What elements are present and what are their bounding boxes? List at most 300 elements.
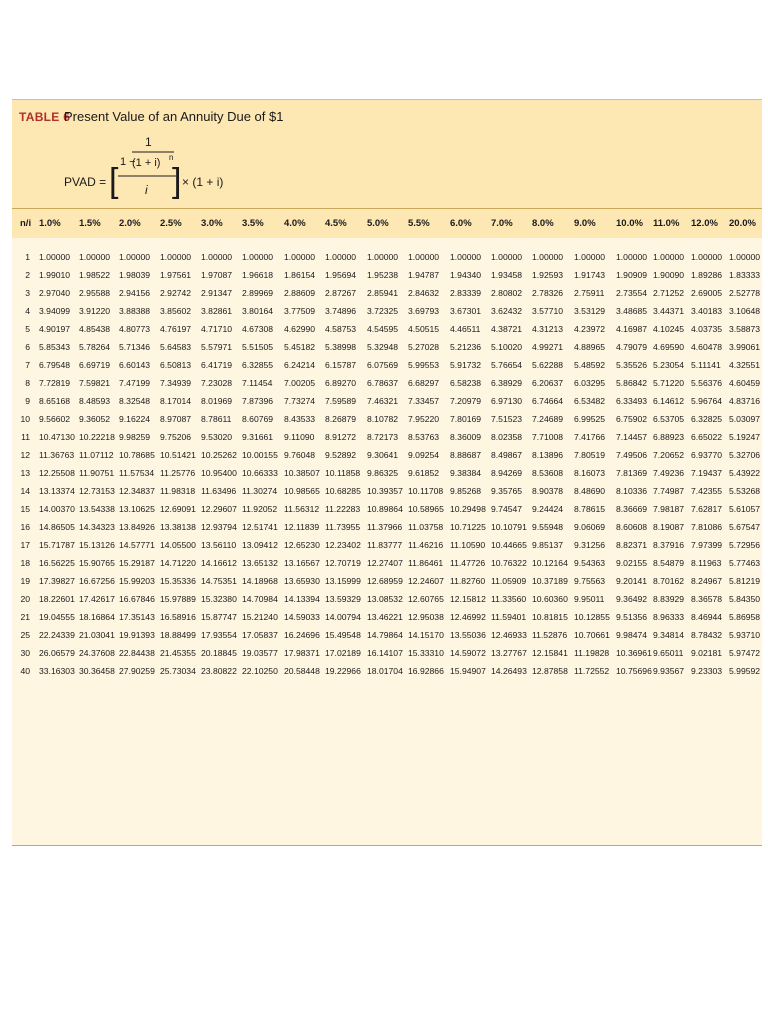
- value-cell: 7.72819: [39, 378, 71, 388]
- value-cell: 23.80822: [201, 666, 237, 676]
- value-cell: 11.37966: [367, 522, 403, 532]
- value-cell: 8.60769: [242, 414, 274, 424]
- value-cell: 9.06069: [574, 522, 606, 532]
- value-cell: 7.20652: [653, 450, 685, 460]
- value-cell: 5.78264: [79, 342, 111, 352]
- value-cell: 1.92593: [532, 270, 564, 280]
- value-cell: 9.93567: [653, 666, 685, 676]
- value-cell: 1.00000: [79, 252, 111, 262]
- value-cell: 5.23054: [653, 360, 685, 370]
- value-cell: 7.19437: [691, 468, 723, 478]
- table-row: [12, 574, 762, 592]
- value-cell: 6.93770: [691, 450, 723, 460]
- value-cell: 1.00000: [39, 252, 71, 262]
- value-cell: 9.16224: [119, 414, 151, 424]
- value-cell: 4.03735: [691, 324, 723, 334]
- value-cell: 9.74547: [491, 504, 523, 514]
- value-cell: 1.89286: [691, 270, 723, 280]
- period-cell: 17: [20, 540, 30, 550]
- value-cell: 3.72325: [367, 306, 399, 316]
- value-cell: 1.00000: [691, 252, 723, 262]
- value-cell: 3.99061: [729, 342, 761, 352]
- value-cell: 7.98187: [653, 504, 685, 514]
- value-cell: 15.99203: [119, 576, 155, 586]
- value-cell: 8.02358: [491, 432, 523, 442]
- value-cell: 5.85343: [39, 342, 71, 352]
- value-cell: 10.11858: [325, 468, 361, 478]
- value-cell: 11.52876: [532, 630, 568, 640]
- value-cell: 3.80164: [242, 306, 274, 316]
- value-cell: 2.85941: [367, 288, 399, 298]
- table-row: [12, 556, 762, 574]
- value-cell: 18.22601: [39, 594, 75, 604]
- value-cell: 9.98474: [616, 630, 648, 640]
- formula-bracket-left: [: [109, 162, 119, 200]
- value-cell: 2.87267: [325, 288, 357, 298]
- formula-numerator-one: 1: [145, 135, 152, 149]
- value-cell: 1.00000: [729, 252, 761, 262]
- value-cell: 4.67308: [242, 324, 274, 334]
- value-cell: 10.89864: [367, 504, 403, 514]
- rate-header: 5.5%: [408, 218, 430, 229]
- value-cell: 19.91393: [119, 630, 155, 640]
- value-cell: 6.14612: [653, 396, 685, 406]
- rate-header: 1.5%: [79, 218, 101, 229]
- value-cell: 19.03577: [242, 648, 278, 658]
- value-cell: 13.56110: [201, 540, 237, 550]
- value-cell: 6.58238: [450, 378, 482, 388]
- value-cell: 12.24607: [408, 576, 444, 586]
- value-cell: 3.58873: [729, 324, 761, 334]
- value-cell: 4.71710: [201, 324, 233, 334]
- period-cell: 13: [20, 468, 30, 478]
- value-cell: 5.96764: [691, 396, 723, 406]
- value-cell: 17.93554: [201, 630, 237, 640]
- value-cell: 12.46933: [491, 630, 527, 640]
- value-cell: 5.72956: [729, 540, 761, 550]
- value-cell: 17.39827: [39, 576, 75, 586]
- value-cell: 1.93458: [491, 270, 523, 280]
- period-cell: 7: [25, 360, 30, 370]
- value-cell: 17.98371: [284, 648, 320, 658]
- value-cell: 9.02181: [691, 648, 723, 658]
- value-cell: 10.68285: [325, 486, 361, 496]
- value-cell: 7.11454: [242, 378, 273, 388]
- value-cell: 7.14457: [616, 432, 648, 442]
- value-cell: 10.36961: [616, 648, 652, 658]
- value-cell: 9.09254: [408, 450, 440, 460]
- value-cell: 7.51523: [491, 414, 523, 424]
- value-cell: 12.23402: [325, 540, 361, 550]
- period-cell: 5: [25, 324, 30, 334]
- value-cell: 1.00000: [491, 252, 523, 262]
- value-cell: 14.71220: [160, 558, 196, 568]
- period-cell: 25: [20, 630, 30, 640]
- value-cell: 20.18845: [201, 648, 237, 658]
- value-cell: 5.67547: [729, 522, 761, 532]
- value-cell: 16.67256: [79, 576, 115, 586]
- value-cell: 5.86842: [616, 378, 648, 388]
- value-cell: 14.26493: [491, 666, 527, 676]
- value-cell: 1.00000: [532, 252, 564, 262]
- value-cell: 8.97087: [160, 414, 192, 424]
- table-title: Present Value of an Annuity Due of $1: [64, 109, 284, 124]
- value-cell: 9.23303: [691, 666, 723, 676]
- value-cell: 14.00794: [325, 612, 361, 622]
- value-cell: 7.47199: [119, 378, 151, 388]
- value-cell: 11.22283: [325, 504, 361, 514]
- value-cell: 7.81086: [691, 522, 723, 532]
- value-cell: 12.51741: [242, 522, 278, 532]
- value-cell: 1.83333: [729, 270, 761, 280]
- value-cell: 8.10782: [367, 414, 399, 424]
- value-cell: 6.74664: [532, 396, 564, 406]
- value-cell: 8.11963: [691, 558, 722, 568]
- value-cell: 10.44665: [491, 540, 527, 550]
- value-cell: 19.22966: [325, 666, 361, 676]
- value-cell: 16.24696: [284, 630, 320, 640]
- rate-header: 3.5%: [242, 218, 264, 229]
- formula-bracket-right: ]: [172, 162, 182, 200]
- value-cell: 11.59401: [491, 612, 527, 622]
- value-cell: 9.36052: [79, 414, 111, 424]
- table-row: [12, 322, 762, 340]
- value-cell: 6.79548: [39, 360, 71, 370]
- value-cell: 8.43533: [284, 414, 316, 424]
- value-cell: 9.75563: [574, 576, 606, 586]
- value-cell: 7.00205: [284, 378, 316, 388]
- value-cell: 5.48592: [574, 360, 606, 370]
- value-cell: 10.10791: [491, 522, 527, 532]
- value-cell: 9.38384: [450, 468, 482, 478]
- value-cell: 12.60765: [408, 594, 444, 604]
- value-cell: 22.10250: [242, 666, 278, 676]
- value-cell: 10.75696: [616, 666, 652, 676]
- value-cell: 17.05837: [242, 630, 278, 640]
- value-cell: 12.25508: [39, 468, 75, 478]
- value-cell: 8.36009: [450, 432, 482, 442]
- value-cell: 6.65022: [691, 432, 723, 442]
- table-row: [12, 646, 762, 664]
- value-cell: 3.57710: [532, 306, 564, 316]
- value-cell: 10.78685: [119, 450, 155, 460]
- rate-header: 9.0%: [574, 218, 596, 229]
- value-cell: 11.05909: [491, 576, 527, 586]
- value-cell: 11.83777: [367, 540, 403, 550]
- value-cell: 8.01969: [201, 396, 233, 406]
- formula-factor: × (1 + i): [182, 175, 224, 189]
- value-cell: 13.15999: [325, 576, 361, 586]
- value-cell: 8.82371: [616, 540, 648, 550]
- value-cell: 7.20979: [450, 396, 482, 406]
- period-cell: 8: [25, 378, 30, 388]
- rate-header: 7.0%: [491, 218, 513, 229]
- table-row: [12, 538, 762, 556]
- value-cell: 8.72173: [367, 432, 399, 442]
- value-cell: 3.88388: [119, 306, 151, 316]
- value-cell: 10.98565: [284, 486, 320, 496]
- value-cell: 8.78432: [691, 630, 723, 640]
- value-cell: 30.36458: [79, 666, 115, 676]
- value-cell: 13.10625: [119, 504, 155, 514]
- formula-rate: i: [145, 183, 148, 197]
- value-cell: 1.91743: [574, 270, 606, 280]
- value-cell: 5.03097: [729, 414, 761, 424]
- value-cell: 9.31661: [242, 432, 274, 442]
- value-cell: 10.12164: [532, 558, 568, 568]
- value-cell: 19.04555: [39, 612, 75, 622]
- value-cell: 26.06579: [39, 648, 75, 658]
- value-cell: 6.24214: [284, 360, 316, 370]
- value-cell: 9.30641: [367, 450, 399, 460]
- rate-header: 5.0%: [367, 218, 389, 229]
- value-cell: 1.00000: [450, 252, 482, 262]
- value-cell: 12.65230: [284, 540, 320, 550]
- value-cell: 4.60478: [691, 342, 723, 352]
- value-cell: 1.95694: [325, 270, 357, 280]
- value-cell: 11.57534: [119, 468, 155, 478]
- table-row: [12, 268, 762, 286]
- value-cell: 5.10020: [491, 342, 523, 352]
- value-cell: 10.39357: [367, 486, 403, 496]
- value-cell: 3.91220: [79, 306, 111, 316]
- formula-denominator: (1 + i): [132, 157, 161, 169]
- value-cell: 2.88609: [284, 288, 316, 298]
- value-cell: 15.35336: [160, 576, 196, 586]
- rate-header: 4.0%: [284, 218, 306, 229]
- value-cell: 2.84632: [408, 288, 440, 298]
- value-cell: 16.56225: [39, 558, 75, 568]
- value-cell: 1.90909: [616, 270, 648, 280]
- table-label: TABLE 6: [19, 110, 71, 124]
- value-cell: 7.23028: [201, 378, 233, 388]
- value-cell: 9.85137: [532, 540, 564, 550]
- value-cell: 4.79079: [616, 342, 648, 352]
- formula-one-minus: 1 −: [120, 156, 136, 168]
- value-cell: 9.85268: [450, 486, 482, 496]
- value-cell: 4.76197: [160, 324, 192, 334]
- formula-exponent: n: [169, 153, 174, 162]
- value-cell: 5.97472: [729, 648, 761, 658]
- value-cell: 12.70719: [325, 558, 361, 568]
- value-cell: 8.78615: [574, 504, 606, 514]
- value-cell: 4.80773: [119, 324, 151, 334]
- value-cell: 7.24689: [532, 414, 564, 424]
- value-cell: 5.84350: [729, 594, 761, 604]
- value-cell: 15.29187: [119, 558, 155, 568]
- value-cell: 5.91732: [450, 360, 482, 370]
- table-row: [12, 340, 762, 358]
- formula-lhs: PVAD =: [64, 175, 107, 189]
- value-cell: 2.78326: [532, 288, 564, 298]
- rate-header: 8.0%: [532, 218, 554, 229]
- value-cell: 8.70162: [653, 576, 685, 586]
- value-cell: 11.19828: [574, 648, 610, 658]
- value-cell: 20.58448: [284, 666, 320, 676]
- value-cell: 14.00370: [39, 504, 75, 514]
- value-cell: 6.60143: [119, 360, 151, 370]
- value-cell: 9.31256: [574, 540, 606, 550]
- value-cell: 11.63496: [201, 486, 237, 496]
- value-cell: 10.95400: [201, 468, 237, 478]
- value-cell: 9.86325: [367, 468, 399, 478]
- value-cell: 1.00000: [616, 252, 648, 262]
- period-cell: 11: [21, 432, 30, 442]
- value-cell: 11.98318: [160, 486, 196, 496]
- value-cell: 13.16567: [284, 558, 320, 568]
- value-cell: 11.73955: [325, 522, 361, 532]
- value-cell: 12.11839: [284, 522, 320, 532]
- table-body: [12, 238, 762, 846]
- value-cell: 1.94340: [450, 270, 482, 280]
- value-cell: 3.85602: [160, 306, 192, 316]
- value-cell: 13.27767: [491, 648, 527, 658]
- value-cell: 3.62432: [491, 306, 523, 316]
- value-cell: 8.16073: [574, 468, 606, 478]
- value-cell: 16.14107: [367, 648, 403, 658]
- value-cell: 2.89969: [242, 288, 274, 298]
- value-cell: 1.00000: [325, 252, 357, 262]
- value-cell: 9.52892: [325, 450, 357, 460]
- value-cell: 22.84438: [119, 648, 155, 658]
- value-cell: 3.74896: [325, 306, 357, 316]
- value-cell: 7.41766: [574, 432, 606, 442]
- value-cell: 3.94099: [39, 306, 71, 316]
- value-cell: 11.92052: [242, 504, 278, 514]
- value-cell: 4.46511: [450, 324, 481, 334]
- table-title-band: [12, 99, 762, 208]
- value-cell: 12.93794: [201, 522, 237, 532]
- value-cell: 2.91347: [201, 288, 233, 298]
- value-cell: 9.36492: [616, 594, 648, 604]
- corner-header: n/i: [20, 218, 32, 229]
- value-cell: 1.00000: [284, 252, 316, 262]
- value-cell: 8.48593: [79, 396, 111, 406]
- value-cell: 2.80802: [491, 288, 523, 298]
- value-cell: 4.99271: [532, 342, 564, 352]
- value-cell: 4.32551: [729, 360, 761, 370]
- value-cell: 10.29498: [450, 504, 486, 514]
- value-cell: 7.87396: [242, 396, 274, 406]
- value-cell: 3.53129: [574, 306, 606, 316]
- rate-header: 20.0%: [729, 218, 756, 229]
- value-cell: 15.33310: [408, 648, 444, 658]
- value-cell: 8.90378: [532, 486, 564, 496]
- value-cell: 10.12855: [574, 612, 610, 622]
- value-cell: 9.56602: [39, 414, 71, 424]
- value-cell: 8.26879: [325, 414, 357, 424]
- value-cell: 13.46221: [367, 612, 403, 622]
- value-cell: 5.38998: [325, 342, 357, 352]
- value-cell: 10.58965: [408, 504, 444, 514]
- value-cell: 5.61057: [729, 504, 761, 514]
- value-cell: 5.45182: [284, 342, 316, 352]
- value-cell: 8.49867: [491, 450, 523, 460]
- value-cell: 5.19247: [729, 432, 761, 442]
- value-cell: 11.90751: [79, 468, 115, 478]
- value-cell: 8.48690: [574, 486, 606, 496]
- period-cell: 18: [20, 558, 30, 568]
- value-cell: 16.58916: [160, 612, 196, 622]
- value-cell: 2.69005: [691, 288, 723, 298]
- value-cell: 13.54338: [79, 504, 115, 514]
- value-cell: 11.82760: [450, 576, 486, 586]
- value-cell: 5.32948: [367, 342, 399, 352]
- value-cell: 14.34323: [79, 522, 115, 532]
- value-cell: 9.53020: [201, 432, 233, 442]
- table-row: [12, 610, 762, 628]
- value-cell: 1.00000: [367, 252, 399, 262]
- value-cell: 15.21240: [242, 612, 278, 622]
- value-cell: 14.13394: [284, 594, 320, 604]
- value-cell: 25.73034: [160, 666, 196, 676]
- value-cell: 9.61852: [408, 468, 440, 478]
- value-cell: 22.24339: [39, 630, 75, 640]
- value-cell: 1.94787: [408, 270, 440, 280]
- value-cell: 7.81369: [616, 468, 648, 478]
- value-cell: 15.94907: [450, 666, 486, 676]
- period-cell: 10: [20, 414, 30, 424]
- value-cell: 1.98039: [119, 270, 151, 280]
- value-cell: 14.05500: [160, 540, 196, 550]
- value-cell: 11.56312: [284, 504, 320, 514]
- value-cell: 10.37189: [532, 576, 568, 586]
- value-cell: 8.83929: [653, 594, 685, 604]
- value-cell: 1.00000: [160, 252, 192, 262]
- value-cell: 1.98522: [79, 270, 111, 280]
- value-cell: 7.73274: [284, 396, 316, 406]
- rate-header: 3.0%: [201, 218, 223, 229]
- value-cell: 6.20637: [532, 378, 564, 388]
- value-cell: 6.75902: [616, 414, 648, 424]
- table-row: [12, 430, 762, 448]
- value-cell: 10.11708: [408, 486, 444, 496]
- period-cell: 9: [25, 396, 30, 406]
- value-cell: 5.76654: [491, 360, 523, 370]
- value-cell: 2.71252: [653, 288, 685, 298]
- value-cell: 1.99010: [39, 270, 71, 280]
- value-cell: 6.32825: [691, 414, 723, 424]
- value-cell: 4.58753: [325, 324, 357, 334]
- value-cell: 11.03758: [408, 522, 444, 532]
- period-cell: 4: [25, 306, 30, 316]
- value-cell: 14.18968: [242, 576, 278, 586]
- value-cell: 10.71225: [450, 522, 486, 532]
- value-cell: 7.71008: [532, 432, 564, 442]
- value-cell: 4.69590: [653, 342, 685, 352]
- value-cell: 13.09412: [242, 540, 278, 550]
- value-cell: 1.97561: [160, 270, 192, 280]
- value-cell: 2.75911: [574, 288, 605, 298]
- value-cell: 14.16612: [201, 558, 237, 568]
- value-cell: 2.95588: [79, 288, 111, 298]
- value-cell: 15.13126: [79, 540, 115, 550]
- value-cell: 3.69793: [408, 306, 440, 316]
- table-row: [12, 250, 762, 268]
- value-cell: 15.32380: [201, 594, 237, 604]
- value-cell: 8.96333: [653, 612, 685, 622]
- value-cell: 2.73554: [616, 288, 648, 298]
- value-cell: 4.54595: [367, 324, 399, 334]
- value-cell: 13.65132: [242, 558, 278, 568]
- value-cell: 7.46321: [367, 396, 399, 406]
- value-cell: 15.90765: [79, 558, 115, 568]
- value-cell: 4.31213: [532, 324, 564, 334]
- value-cell: 8.53608: [532, 468, 564, 478]
- value-cell: 5.93710: [729, 630, 761, 640]
- value-cell: 1.00000: [119, 252, 151, 262]
- value-cell: 7.74987: [653, 486, 685, 496]
